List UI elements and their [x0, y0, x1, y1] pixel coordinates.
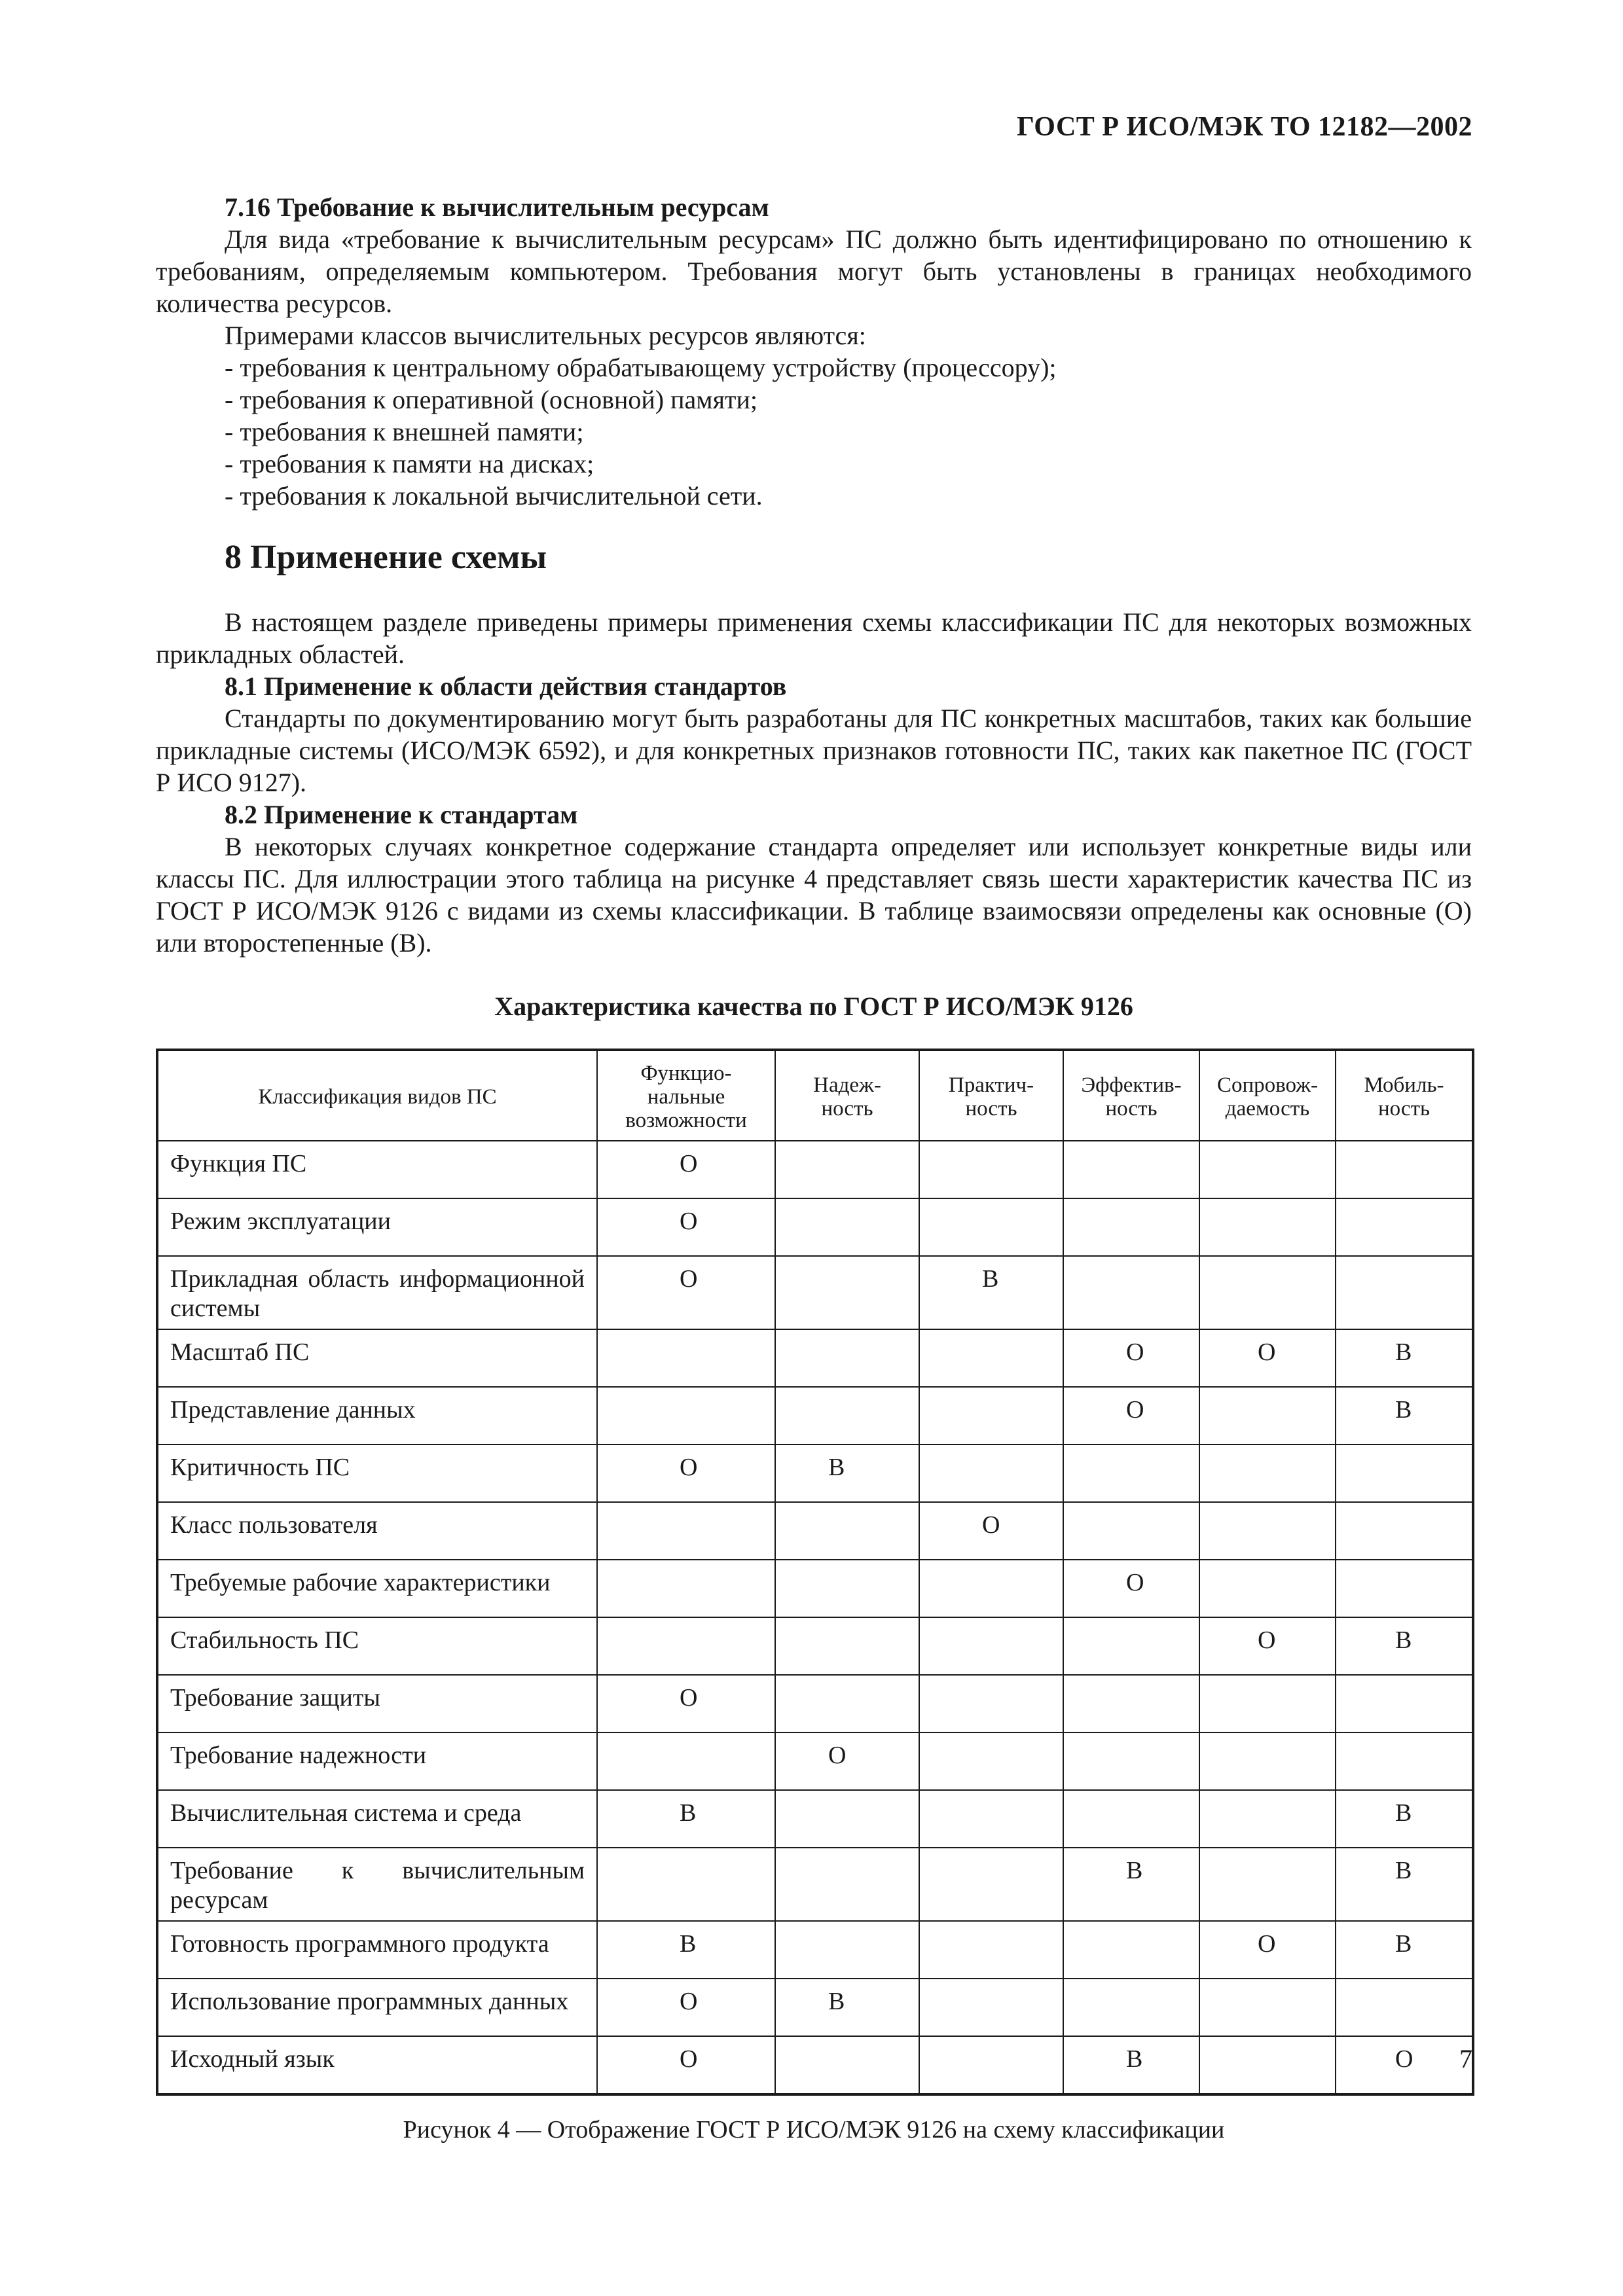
- table-header-row: [157, 1050, 1473, 1141]
- column-header-label: Надеж- ность: [813, 1073, 881, 1121]
- table-row: [157, 1979, 1473, 2036]
- row-label-cell: Исходный язык: [157, 2036, 597, 2094]
- relationship-cell: [775, 1921, 919, 1979]
- relationship-cell: [919, 1141, 1063, 1198]
- relationship-cell: В: [1063, 2036, 1199, 2094]
- relationship-cell: [1199, 1444, 1336, 1502]
- list-item: - требования к внешней памяти;: [156, 416, 1472, 448]
- relationship-cell: [919, 1675, 1063, 1732]
- relationship-cell: [1199, 1675, 1336, 1732]
- relationship-cell: [1063, 1256, 1199, 1329]
- relationship-cell: [1199, 1560, 1336, 1617]
- row-label-cell: Требование защиты: [157, 1675, 597, 1732]
- page-content: [156, 191, 1472, 2146]
- relationship-cell: О: [775, 1732, 919, 1790]
- relationship-cell: [597, 1560, 775, 1617]
- relationship-cell: О: [597, 1198, 775, 1256]
- table-row: [157, 1790, 1473, 1848]
- relationship-cell: О: [1336, 2036, 1473, 2094]
- column-header-label: Эффектив- ность: [1081, 1073, 1182, 1121]
- relationship-cell: [919, 1921, 1063, 1979]
- row-header-cell: Классификация видов ПС: [157, 1050, 597, 1141]
- figure-caption: Рисунок 4 — Отображение ГОСТ Р ИСО/МЭК 9126 на схему классификации: [403, 2116, 1225, 2144]
- relationship-cell: О: [1063, 1560, 1199, 1617]
- list-item: - требования к памяти на дисках;: [156, 448, 1472, 480]
- relationship-cell: В: [1336, 1329, 1473, 1387]
- relationship-cell: [775, 1675, 919, 1732]
- relationship-cell: [919, 1198, 1063, 1256]
- relationship-cell: О: [1063, 1387, 1199, 1444]
- relationship-cell: В: [597, 1790, 775, 1848]
- relationship-cell: [775, 1141, 919, 1198]
- relationship-cell: О: [1199, 1329, 1336, 1387]
- relationship-cell: [1063, 1921, 1199, 1979]
- relationship-cell: О: [919, 1502, 1063, 1560]
- relationship-cell: [1063, 1790, 1199, 1848]
- relationship-cell: [775, 1617, 919, 1675]
- relationship-cell: [1199, 1790, 1336, 1848]
- list-item: - требования к центральному обрабатывающему устройству (процессору);: [156, 351, 1472, 384]
- relationship-cell: [1063, 1444, 1199, 1502]
- page-number: 7: [1459, 2044, 1472, 2073]
- relationship-cell: [1199, 1979, 1336, 2036]
- list-item: - требования к локальной вычислительной сети.: [156, 480, 1472, 512]
- section-7-16-examples-intro: Примерами классов вычислительных ресурсов являются:: [225, 321, 866, 350]
- table-row: [157, 1848, 1473, 1921]
- relationship-cell: [919, 1444, 1063, 1502]
- relationship-cell: [1199, 1256, 1336, 1329]
- table-body: [157, 1141, 1473, 2094]
- relationship-cell: [1199, 1848, 1336, 1921]
- column-header-functionality: [597, 1050, 775, 1141]
- relationship-cell: [775, 1256, 919, 1329]
- table-row: [157, 1329, 1473, 1387]
- relationship-cell: О: [597, 2036, 775, 2094]
- row-label-cell: Представление данных: [157, 1387, 597, 1444]
- relationship-cell: [775, 1198, 919, 1256]
- row-label-cell: Требование надежности: [157, 1732, 597, 1790]
- table-row: [157, 1444, 1473, 1502]
- relationship-cell: О: [597, 1256, 775, 1329]
- relationship-cell: [1063, 1141, 1199, 1198]
- section-8-1-paragraph: Стандарты по документированию могут быть разработаны для ПС конкретных масштабов, таких как большие прикладные системы (ИСО/МЭК 6592), и для конкретных признаков готовности ПС, таких как пакетное ПС (ГОСТ Р ИСО 9127).: [156, 704, 1472, 797]
- column-header-label: Мобиль- ность: [1364, 1073, 1444, 1121]
- row-label-cell: Стабильность ПС: [157, 1617, 597, 1675]
- relationship-cell: [919, 1560, 1063, 1617]
- section-7-16-heading: 7.16 Требование к вычислительным ресурсам: [225, 192, 769, 222]
- relationship-cell: [919, 1979, 1063, 2036]
- column-header-label: Функцио- нальные возможности: [625, 1062, 747, 1132]
- relationship-cell: В: [1336, 1790, 1473, 1848]
- table-row: [157, 1675, 1473, 1732]
- relationship-cell: [775, 1329, 919, 1387]
- relationship-cell: О: [597, 1141, 775, 1198]
- relationship-cell: [919, 1329, 1063, 1387]
- relationship-cell: [775, 2036, 919, 2094]
- relationship-cell: О: [597, 1979, 775, 2036]
- relationship-cell: [597, 1848, 775, 1921]
- column-header-label: Практич- ность: [948, 1073, 1034, 1121]
- column-header-efficiency: [1063, 1050, 1199, 1141]
- relationship-cell: В: [1336, 1617, 1473, 1675]
- relationship-cell: [775, 1560, 919, 1617]
- section-8-2-paragraph: В некоторых случаях конкретное содержание стандарта определяет или использует конкретные виды или классы ПС. Для иллюстрации этого таблица на рисунке 4 представляет связь шести характеристик качества ПС из ГОСТ Р ИСО/МЭК 9126 с видами из схемы классификации. В таблице взаимосвязи определены как основные (О) или второстепенные (В).: [156, 832, 1472, 958]
- relationship-cell: [1336, 1560, 1473, 1617]
- row-label-cell: Режим эксплуатации: [157, 1198, 597, 1256]
- row-label-cell: Прикладная область информационной системы: [157, 1256, 597, 1329]
- relationship-cell: [919, 1617, 1063, 1675]
- row-label-cell: Класс пользователя: [157, 1502, 597, 1560]
- column-header-usability: [919, 1050, 1063, 1141]
- relationship-cell: О: [1199, 1921, 1336, 1979]
- relationship-cell: В: [1336, 1921, 1473, 1979]
- row-label-cell: Масштаб ПС: [157, 1329, 597, 1387]
- relationship-cell: В: [1063, 1848, 1199, 1921]
- relationship-cell: О: [597, 1675, 775, 1732]
- relationship-cell: [1199, 1502, 1336, 1560]
- row-label-cell: Требуемые рабочие характеристики: [157, 1560, 597, 1617]
- relationship-cell: [597, 1617, 775, 1675]
- relationship-cell: [1336, 1502, 1473, 1560]
- row-label-cell: Использование программных данных: [157, 1979, 597, 2036]
- relationship-cell: [775, 1387, 919, 1444]
- table-row: [157, 1141, 1473, 1198]
- section-8-1-heading: 8.1 Применение к области действия стандартов: [225, 672, 787, 701]
- relationship-cell: [1336, 1444, 1473, 1502]
- section-8-2-heading: 8.2 Применение к стандартам: [225, 800, 578, 829]
- table-row: [157, 1617, 1473, 1675]
- table-title: Характеристика качества по ГОСТ Р ИСО/МЭК 9126: [494, 992, 1133, 1021]
- relationship-cell: [1336, 1979, 1473, 2036]
- relationship-cell: [1199, 1387, 1336, 1444]
- relationship-cell: [775, 1790, 919, 1848]
- relationship-cell: [775, 1848, 919, 1921]
- relationship-cell: [1336, 1675, 1473, 1732]
- column-header-label: Сопровож- даемость: [1217, 1073, 1318, 1121]
- relationship-cell: [1336, 1732, 1473, 1790]
- row-label-cell: Вычислительная система и среда: [157, 1790, 597, 1848]
- relationship-cell: [1199, 1141, 1336, 1198]
- relationship-cell: В: [775, 1444, 919, 1502]
- section-8-intro: В настоящем разделе приведены примеры применения схемы классификации ПС для некоторых возможных прикладных областей.: [156, 607, 1472, 669]
- relationship-cell: [919, 1387, 1063, 1444]
- relationship-cell: [597, 1502, 775, 1560]
- relationship-cell: [1063, 1198, 1199, 1256]
- resource-class-list: [156, 351, 1472, 512]
- relationship-cell: [1336, 1256, 1473, 1329]
- relationship-cell: [1199, 1198, 1336, 1256]
- relationship-cell: [1336, 1198, 1473, 1256]
- list-item: - требования к оперативной (основной) памяти;: [156, 384, 1472, 416]
- table-row: [157, 1256, 1473, 1329]
- column-header-reliability: [775, 1050, 919, 1141]
- relationship-cell: [919, 1732, 1063, 1790]
- quality-mapping-table: [156, 1049, 1474, 2096]
- row-label-cell: Готовность программного продукта: [157, 1921, 597, 1979]
- table-row: [157, 1502, 1473, 1560]
- column-header-portability: [1336, 1050, 1473, 1141]
- table-row: [157, 1387, 1473, 1444]
- table-row: [157, 1732, 1473, 1790]
- row-label-cell: Требование к вычислительным ресурсам: [157, 1848, 597, 1921]
- relationship-cell: [1199, 1732, 1336, 1790]
- relationship-cell: [1336, 1141, 1473, 1198]
- relationship-cell: [919, 1848, 1063, 1921]
- relationship-cell: [597, 1732, 775, 1790]
- table-row: [157, 1921, 1473, 1979]
- column-header-maintainability: [1199, 1050, 1336, 1141]
- table-row: [157, 1560, 1473, 1617]
- relationship-cell: [919, 1790, 1063, 1848]
- relationship-cell: В: [775, 1979, 919, 2036]
- row-label-cell: Критичность ПС: [157, 1444, 597, 1502]
- relationship-cell: О: [1199, 1617, 1336, 1675]
- relationship-cell: [597, 1329, 775, 1387]
- section-8-heading: 8 Применение схемы: [225, 539, 547, 576]
- relationship-cell: [1063, 1617, 1199, 1675]
- table-row: [157, 2036, 1473, 2094]
- relationship-cell: О: [1063, 1329, 1199, 1387]
- relationship-cell: [1199, 2036, 1336, 2094]
- relationship-cell: В: [597, 1921, 775, 1979]
- relationship-cell: [1063, 1502, 1199, 1560]
- document-header: ГОСТ Р ИСО/МЭК ТО 12182—2002: [1017, 112, 1472, 142]
- relationship-cell: [1063, 1732, 1199, 1790]
- table-row: [157, 1198, 1473, 1256]
- row-label-cell: Функция ПС: [157, 1141, 597, 1198]
- relationship-cell: В: [1336, 1848, 1473, 1921]
- relationship-cell: О: [597, 1444, 775, 1502]
- relationship-cell: [775, 1502, 919, 1560]
- relationship-cell: [1063, 1675, 1199, 1732]
- relationship-cell: [919, 2036, 1063, 2094]
- relationship-cell: [597, 1387, 775, 1444]
- relationship-cell: В: [1336, 1387, 1473, 1444]
- relationship-cell: В: [919, 1256, 1063, 1329]
- relationship-cell: [1063, 1979, 1199, 2036]
- section-7-16-paragraph: Для вида «требование к вычислительным ресурсам» ПС должно быть идентифицировано по отношению к требованиям, определяемым компьютером. Требования могут быть установлены в границах необходимого количества ресурсов.: [156, 224, 1472, 318]
